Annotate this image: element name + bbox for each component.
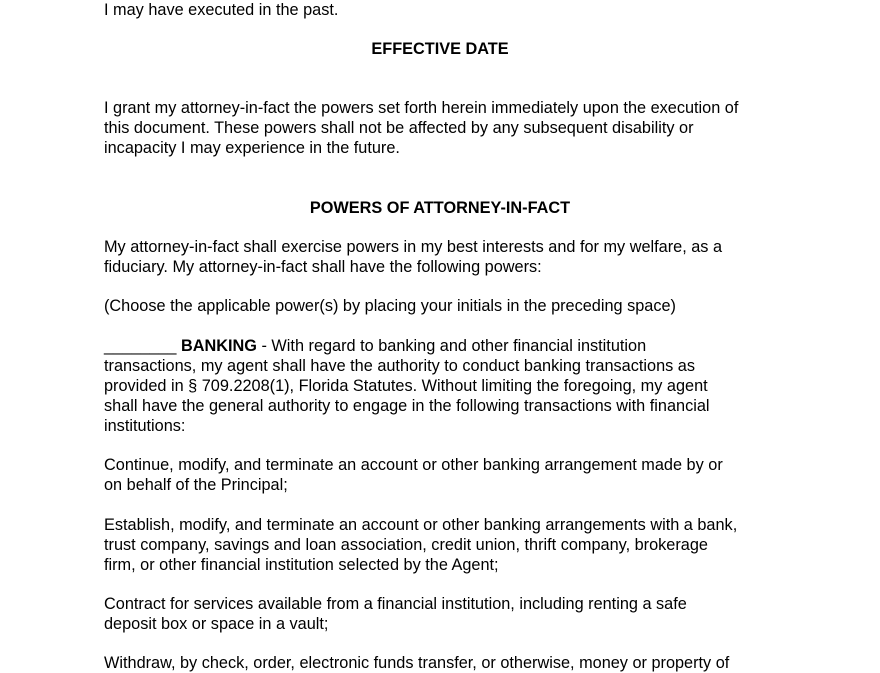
powers-paragraph-line: fiduciary. My attorney-in-fact shall have the following powers: [104, 258, 542, 276]
banking-line: provided in § 709.2208(1), Florida Statutes. Without limiting the foregoing, my agent [104, 377, 708, 395]
contract-line: deposit box or space in a vault; [104, 615, 329, 633]
intro-line: I may have executed in the past. [104, 1, 339, 19]
banking-line: shall have the general authority to engage in the following transactions with financial [104, 397, 710, 415]
withdraw-line: Withdraw, by check, order, electronic funds transfer, or otherwise, money or property of [104, 654, 730, 672]
initials-blank[interactable]: ________ [104, 337, 177, 355]
powers-heading: POWERS OF ATTORNEY-IN-FACT [309, 199, 571, 217]
banking-first-text: - With regard to banking and other financial institution [256, 337, 647, 355]
banking-first-line [104, 336, 646, 356]
choose-instruction: (Choose the applicable power(s) by placing your initials in the preceding space) [104, 297, 676, 315]
contract-line: Contract for services available from a financial institution, including renting a safe [104, 595, 687, 613]
effective-paragraph-line: I grant my attorney-in-fact the powers set forth herein immediately upon the execution of [104, 99, 739, 117]
continue-line: Continue, modify, and terminate an account or other banking arrangement made by or [104, 456, 723, 474]
effective-paragraph-line: this document. These powers shall not be affected by any subsequent disability or [104, 119, 694, 137]
establish-line: Establish, modify, and terminate an account or other banking arrangements with a bank, [104, 516, 738, 534]
effective-paragraph-line: incapacity I may experience in the future. [104, 139, 400, 157]
effective-date-heading: EFFECTIVE DATE [371, 40, 509, 58]
banking-label: BANKING [180, 337, 257, 355]
banking-line: transactions, my agent shall have the authority to conduct banking transactions as [104, 357, 695, 375]
continue-line: on behalf of the Principal; [104, 476, 288, 494]
banking-line: institutions: [104, 417, 186, 435]
powers-paragraph-line: My attorney-in-fact shall exercise powers in my best interests and for my welfare, as a [104, 238, 723, 256]
establish-line: firm, or other financial institution selected by the Agent; [104, 556, 499, 574]
establish-line: trust company, savings and loan association, credit union, thrift company, brokerage [104, 536, 708, 554]
